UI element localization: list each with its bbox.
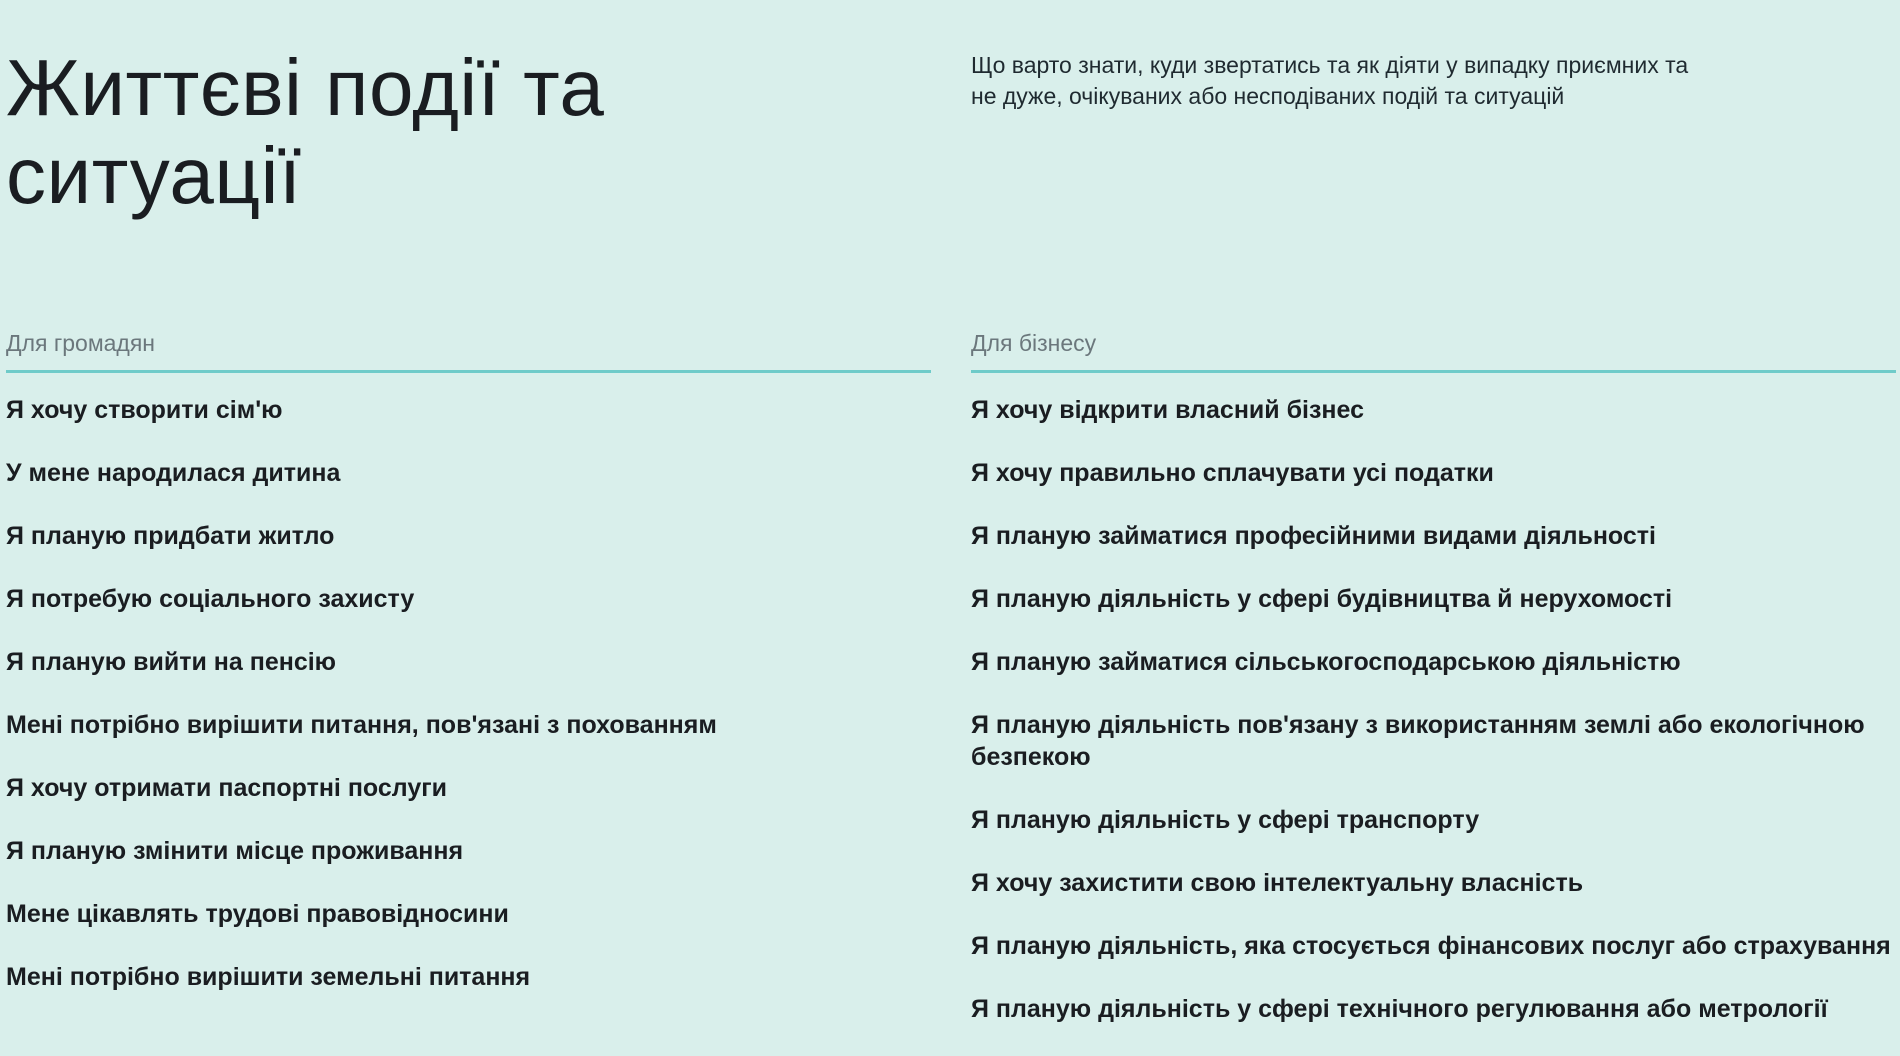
page-title: Життєві події та ситуації: [6, 43, 605, 220]
business-item-construction-realty[interactable]: Я планую діяльність у сфері будівництва й нерухомості: [971, 585, 1673, 613]
business-item-land-ecology[interactable]: Я планую діяльність пов'язану з використанням землі або екологічною безпекою: [971, 711, 1865, 771]
citizens-header: Для громадян: [6, 328, 931, 373]
citizens-item-buy-housing[interactable]: Я планую придбати житло: [6, 522, 335, 550]
business-item-professional-activity[interactable]: Я планую займатися професійними видами діяльності: [971, 522, 1656, 550]
business-header: Для бізнесу: [971, 328, 1896, 373]
citizens-item-burial[interactable]: Мені потрібно вирішити питання, пов'язані з похованням: [6, 711, 717, 739]
business-list: [971, 373, 1896, 1025]
business-item-pay-taxes[interactable]: Я хочу правильно сплачувати усі податки: [971, 459, 1494, 487]
citizens-item-social-protection[interactable]: Я потребую соціального захисту: [6, 585, 415, 613]
citizens-item-child-born[interactable]: У мене народилася дитина: [6, 459, 341, 487]
citizens-column: [6, 328, 931, 1024]
citizens-item-labor-relations[interactable]: Мене цікавлять трудові правовідносини: [6, 900, 509, 928]
business-column: [971, 328, 1896, 1056]
citizens-item-land-issues[interactable]: Мені потрібно вирішити земельні питання: [6, 963, 531, 991]
citizens-item-create-family[interactable]: Я хочу створити сім'ю: [6, 396, 283, 424]
business-item-open-business[interactable]: Я хочу відкрити власний бізнес: [971, 396, 1365, 424]
business-item-technical-regulation[interactable]: Я планую діяльність у сфері технічного регулювання або метрології: [971, 995, 1828, 1023]
business-item-transport[interactable]: Я планую діяльність у сфері транспорту: [971, 806, 1480, 834]
business-item-agriculture[interactable]: Я планую займатися сільськогосподарською діяльністю: [971, 648, 1681, 676]
citizens-item-passport-services[interactable]: Я хочу отримати паспортні послуги: [6, 774, 448, 802]
page-intro: Що варто знати, куди звертатись та як діяти у випадку приємних та не дуже, очікуваних або несподіваних подій та ситуацій: [971, 52, 1689, 109]
citizens-list: [6, 373, 931, 993]
business-item-intellectual-property[interactable]: Я хочу захистити свою інтелектуальну власність: [971, 869, 1584, 897]
citizens-item-retirement[interactable]: Я планую вийти на пенсію: [6, 648, 337, 676]
business-item-financial-insurance[interactable]: Я планую діяльність, яка стосується фінансових послуг або страхування: [971, 932, 1891, 960]
citizens-item-change-residence[interactable]: Я планую змінити місце проживання: [6, 837, 464, 865]
